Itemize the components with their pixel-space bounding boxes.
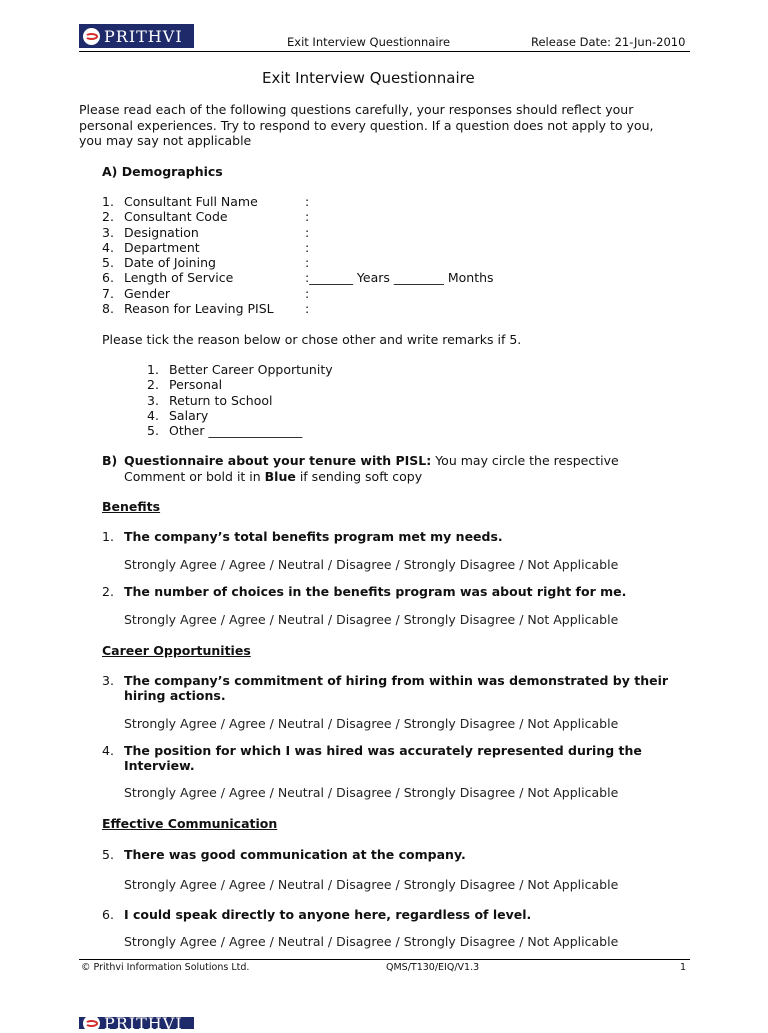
answer-scale[interactable]: Strongly Agree / Agree / Neutral / Disagree / Strongly Disagree / Not Applicable xyxy=(124,877,619,892)
answer-scale[interactable]: Strongly Agree / Agree / Neutral / Disagree / Strongly Disagree / Not Applicable xyxy=(124,557,619,572)
field-number: 1. xyxy=(102,194,114,209)
logo-globe-icon xyxy=(83,1015,100,1032)
reason-prompt: Please tick the reason below or chose other and write remarks if 5. xyxy=(102,332,522,347)
header-doc-title: Exit Interview Questionnaire xyxy=(287,35,451,49)
field-number: 7. xyxy=(102,286,114,301)
question-text: The company’s total benefits program met my needs. xyxy=(124,529,503,544)
question-text: I could speak directly to anyone here, regardless of level. xyxy=(124,907,532,922)
section-b-line2-a: Comment or bold it in xyxy=(124,469,265,484)
section-b-blue: Blue xyxy=(264,469,296,484)
footer-company: © Prithvi Information Solutions Ltd. xyxy=(81,962,250,973)
field-value[interactable]: : xyxy=(305,194,310,209)
company-logo xyxy=(79,24,194,48)
answer-scale[interactable]: Strongly Agree / Agree / Neutral / Disagree / Strongly Disagree / Not Applicable xyxy=(124,934,619,949)
reason-number: 5. xyxy=(147,423,159,438)
field-value[interactable]: :_______ Years ________ Months xyxy=(305,270,494,285)
intro-line-2: personal experiences. Try to respond to every question. If a question does not apply to you, xyxy=(79,118,654,133)
reason-option[interactable]: Other _______________ xyxy=(169,423,303,438)
subheading-benefits: Benefits xyxy=(102,499,161,514)
field-number: 2. xyxy=(102,209,114,224)
reason-option[interactable]: Salary xyxy=(169,408,209,423)
field-label: Department xyxy=(124,240,200,255)
logo-text: PRITHVI xyxy=(104,26,183,46)
question-number: 2. xyxy=(102,584,114,599)
field-number: 8. xyxy=(102,301,114,316)
reason-number: 1. xyxy=(147,362,159,377)
field-value[interactable]: : xyxy=(305,225,310,240)
reason-option[interactable]: Personal xyxy=(169,377,223,392)
question-text: The company’s commitment of hiring from within was demonstrated by their xyxy=(124,673,669,688)
field-number: 6. xyxy=(102,270,114,285)
answer-scale[interactable]: Strongly Agree / Agree / Neutral / Disagree / Strongly Disagree / Not Applicable xyxy=(124,612,619,627)
section-b-bold: Questionnaire about your tenure with PISL: xyxy=(124,453,432,468)
logo-globe-icon xyxy=(83,28,100,45)
answer-scale[interactable]: Strongly Agree / Agree / Neutral / Disagree / Strongly Disagree / Not Applicable xyxy=(124,785,619,800)
field-value[interactable]: : xyxy=(305,286,310,301)
section-b-marker: B) xyxy=(102,453,118,468)
footer-rule xyxy=(79,959,690,960)
field-number: 5. xyxy=(102,255,114,270)
question-text-cont: Interview. xyxy=(124,758,195,773)
next-page-logo xyxy=(79,1013,194,1033)
question-text: The position for which I was hired was accurately represented during the xyxy=(124,743,642,758)
reason-number: 4. xyxy=(147,408,159,423)
reason-number: 2. xyxy=(147,377,159,392)
subheading-communication: Effective Communication xyxy=(102,816,278,831)
field-number: 4. xyxy=(102,240,114,255)
field-value[interactable]: : xyxy=(305,240,310,255)
reason-option[interactable]: Return to School xyxy=(169,393,273,408)
field-value[interactable]: : xyxy=(305,209,310,224)
question-number: 4. xyxy=(102,743,114,758)
question-number: 3. xyxy=(102,673,114,688)
question-text: There was good communication at the company. xyxy=(124,847,466,862)
field-value[interactable]: : xyxy=(305,301,310,316)
section-b-line2-b: if sending soft copy xyxy=(295,469,423,484)
footer-doc-code: QMS/T130/EIQ/V1.3 xyxy=(386,962,480,973)
intro-line-3: you may say not applicable xyxy=(79,133,252,148)
footer-page-number: 1 xyxy=(680,962,687,973)
subheading-career: Career Opportunities xyxy=(102,643,251,658)
field-label: Gender xyxy=(124,286,171,301)
field-value[interactable]: : xyxy=(305,255,310,270)
field-label: Reason for Leaving PISL xyxy=(124,301,274,316)
question-number: 1. xyxy=(102,529,114,544)
field-number: 3. xyxy=(102,225,114,240)
section-b-line-2 xyxy=(124,469,422,484)
reason-number: 3. xyxy=(147,393,159,408)
field-label: Date of Joining xyxy=(124,255,216,270)
page-title: Exit Interview Questionnaire xyxy=(262,69,475,87)
section-b-line-1 xyxy=(124,453,619,468)
field-label: Consultant Full Name xyxy=(124,194,258,209)
header-rule xyxy=(79,51,690,52)
field-label: Designation xyxy=(124,225,199,240)
question-number: 5. xyxy=(102,847,114,862)
question-text-cont: hiring actions. xyxy=(124,688,226,703)
reason-option[interactable]: Better Career Opportunity xyxy=(169,362,333,377)
demographics-heading: A) Demographics xyxy=(102,164,223,179)
question-number: 6. xyxy=(102,907,114,922)
logo-text: PRITHVI xyxy=(104,1013,183,1033)
answer-scale[interactable]: Strongly Agree / Agree / Neutral / Disagree / Strongly Disagree / Not Applicable xyxy=(124,716,619,731)
field-label: Consultant Code xyxy=(124,209,228,224)
section-b-rest: You may circle the respective xyxy=(431,453,619,468)
field-label: Length of Service xyxy=(124,270,234,285)
question-text: The number of choices in the benefits program was about right for me. xyxy=(124,584,627,599)
intro-line-1: Please read each of the following questions carefully, your responses should reflect your xyxy=(79,102,634,117)
header-release-date: Release Date: 21-Jun-2010 xyxy=(531,35,686,49)
